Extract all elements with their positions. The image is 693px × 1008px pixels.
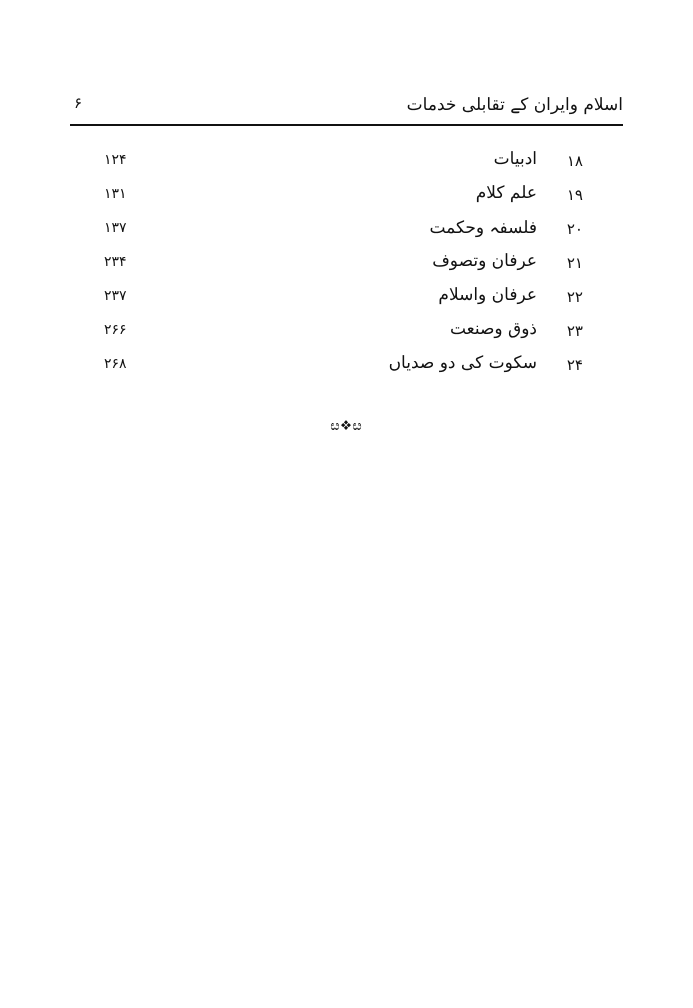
toc-entry-number: ۱۹ [566, 186, 583, 204]
toc-row [104, 316, 583, 350]
toc-entry-title: سکوت کی دو صدیاں [388, 353, 537, 373]
toc-entry-page: ۲۳۷ [104, 288, 127, 304]
table-of-contents [104, 146, 583, 384]
toc-entry-page: ۱۲۴ [104, 152, 127, 168]
header-divider [70, 124, 623, 126]
toc-entry-number: ۲۴ [566, 356, 583, 374]
toc-entry-page: ۲۶۶ [104, 322, 127, 338]
toc-entry-page: ۲۶۸ [104, 356, 127, 372]
toc-row [104, 146, 583, 180]
toc-entry-page: ۱۳۷ [104, 220, 127, 236]
toc-row [104, 214, 583, 248]
toc-row [104, 350, 583, 384]
toc-row [104, 248, 583, 282]
toc-row [104, 282, 583, 316]
toc-entry-title: ادبیات [493, 149, 537, 169]
toc-entry-number: ۲۲ [566, 288, 583, 306]
toc-entry-title: علم کلام [475, 183, 537, 203]
toc-entry-page: ۱۳۱ [104, 186, 127, 202]
toc-entry-title: فلسفہ وحکمت [429, 218, 537, 238]
toc-entry-number: ۱۸ [566, 152, 583, 170]
running-header-title: اسلام وایران کے تقابلی خدمات [406, 95, 623, 115]
toc-entry-number: ۲۱ [566, 254, 583, 272]
toc-entry-page: ۲۳۴ [104, 254, 127, 270]
running-header [70, 92, 623, 118]
toc-entry-title: عرفان وتصوف [432, 251, 537, 271]
section-end-ornament: ೞ❖ೞ [330, 418, 363, 434]
toc-entry-number: ۲۳ [566, 322, 583, 340]
toc-entry-number: ۲۰ [566, 220, 583, 238]
page-number: ۶ [74, 94, 83, 112]
toc-row [104, 180, 583, 214]
toc-entry-title: عرفان واسلام [438, 285, 537, 305]
toc-entry-title: ذوق وصنعت [449, 319, 537, 339]
